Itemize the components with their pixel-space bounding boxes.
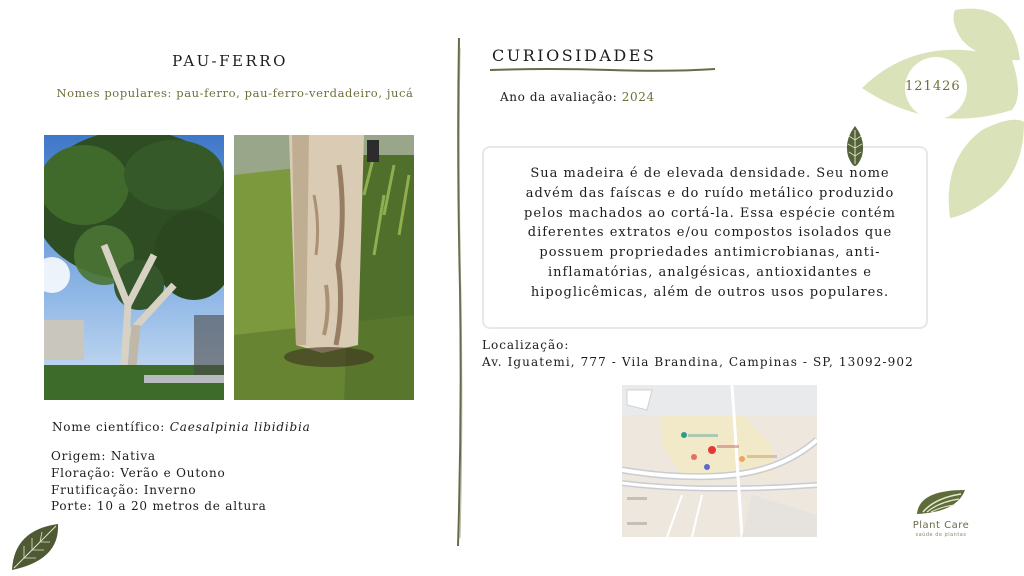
plant-care-logo bbox=[905, 486, 977, 540]
address-text: Av. Iguatemi, 777 - Vila Brandina, Campinas - SP, 13092-902 bbox=[482, 355, 914, 369]
popular-names: Nomes populares: pau-ferro, pau-ferro-verdadeiro, jucá bbox=[56, 86, 414, 100]
logo-brand: Plant Care bbox=[912, 520, 970, 531]
year-value: 2024 bbox=[621, 90, 655, 104]
scientific-name: Caesalpinia libidibia bbox=[169, 420, 311, 434]
scientific-name-line bbox=[52, 420, 311, 434]
corner-leaf-icon bbox=[10, 520, 62, 572]
logo-tagline: saúde de plantas bbox=[915, 532, 967, 538]
curiosity-text: Sua madeira é de elevada densidade. Seu nome advém das faíscas e do ruído metálico produzido pelos machados ao cortá-la. Essa espécie contém diferentes extratos e/ou compostos isolados que possuem propriedades antimicrobianas, anti-inflamatórias, analgésicas, antioxidantes e hipoglicêmicas, além de outros usos populares. bbox=[524, 166, 896, 300]
location-map[interactable] bbox=[622, 385, 817, 537]
size-text: Porte: 10 a 20 metros de altura bbox=[51, 499, 267, 514]
tree-canopy-photo bbox=[44, 135, 224, 400]
species-title: PAU-FERRO bbox=[172, 52, 288, 70]
tree-code: 121426 bbox=[905, 79, 961, 94]
leaf-decoration-icon bbox=[862, 0, 1024, 225]
plant-care-leaf-icon bbox=[913, 486, 969, 516]
origin-text: Origem: Nativa bbox=[51, 449, 156, 463]
species-details bbox=[51, 448, 267, 515]
scientific-name-label: Nome científico: bbox=[52, 420, 170, 434]
location-label: Localização: bbox=[482, 338, 570, 352]
flowering-text: Floração: Verão e Outono bbox=[51, 465, 226, 480]
small-leaf-icon bbox=[844, 126, 866, 166]
title-underline bbox=[490, 66, 715, 74]
column-divider bbox=[452, 38, 466, 546]
assessment-year bbox=[500, 90, 655, 104]
year-label: Ano da avaliação: bbox=[500, 90, 622, 104]
fruiting-text: Frutificação: Inverno bbox=[51, 482, 197, 497]
curiosities-title: CURIOSIDADES bbox=[492, 46, 657, 65]
tree-trunk-photo bbox=[234, 135, 414, 400]
